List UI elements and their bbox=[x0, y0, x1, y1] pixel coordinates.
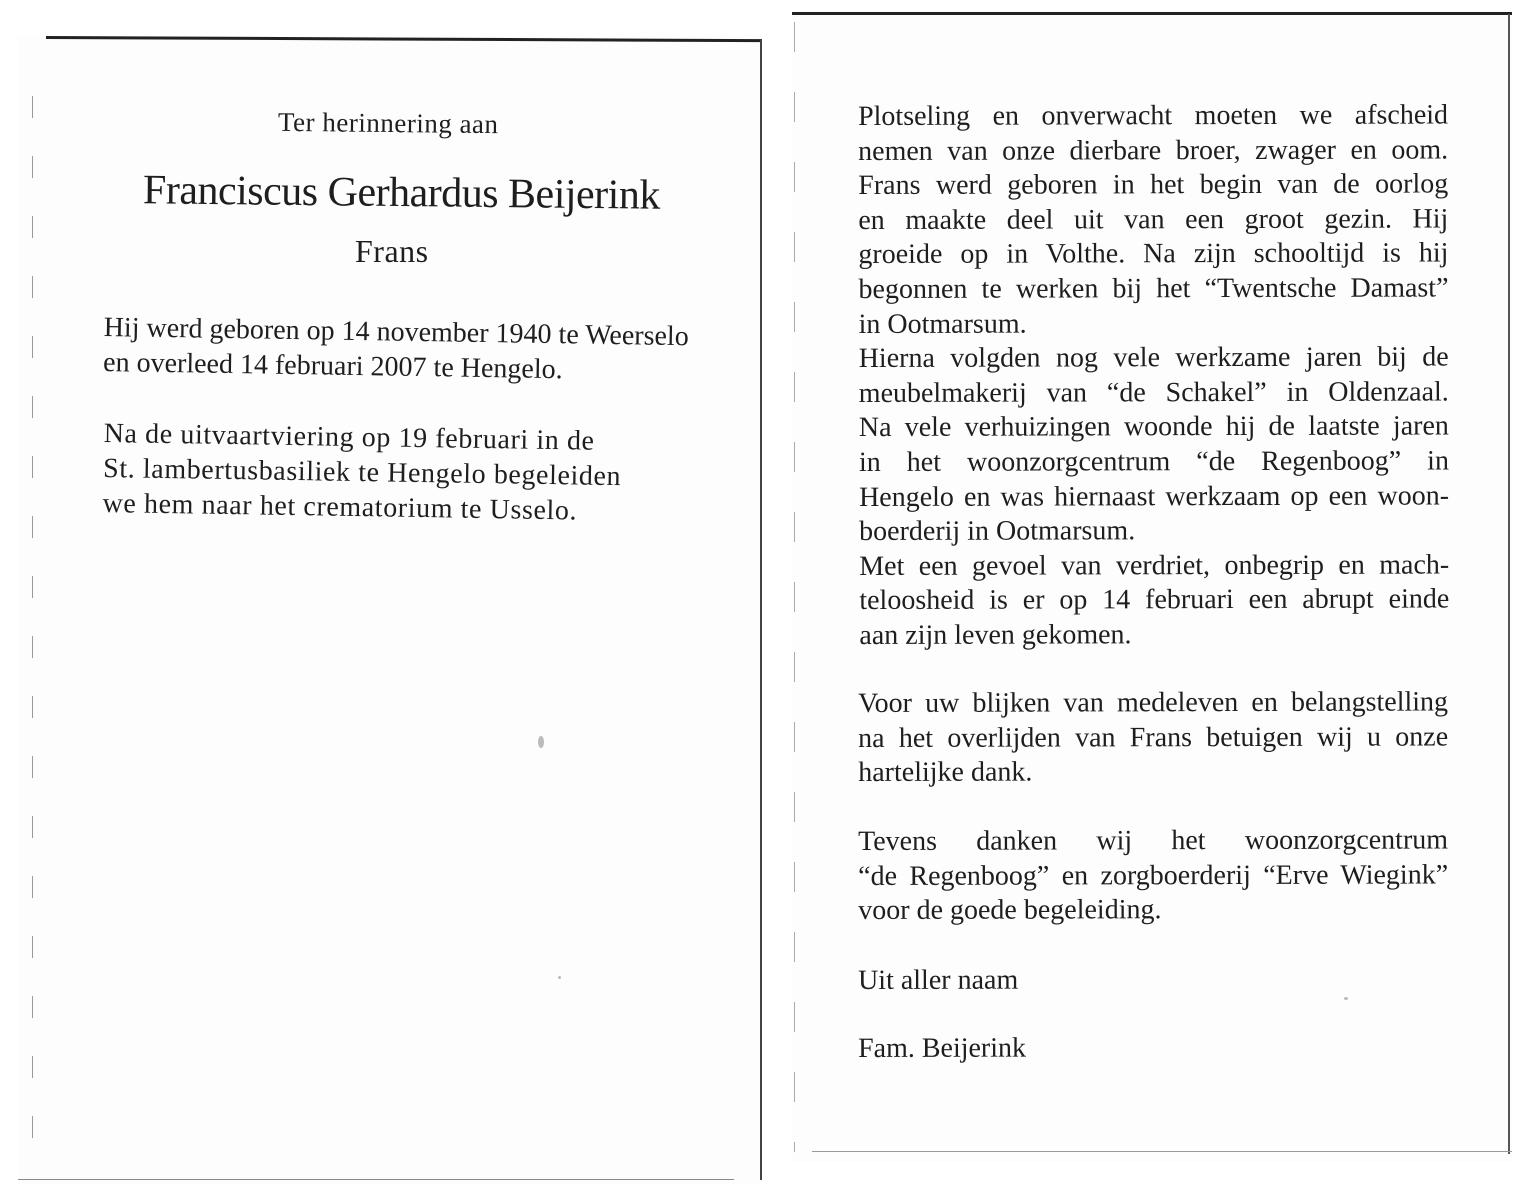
memorial-card-back bbox=[792, 12, 1512, 1162]
signature-text: Fam. Beijerink bbox=[858, 1032, 1027, 1064]
closing-text: Uit aller naam bbox=[858, 964, 1019, 996]
signature-line bbox=[858, 1030, 1448, 1066]
thanks-paragraph bbox=[858, 685, 1448, 790]
card-top-edge bbox=[792, 12, 1512, 15]
card-bottom-edge bbox=[812, 1151, 1512, 1152]
paragraph-line: aan zijn leven gekomen. bbox=[859, 619, 1132, 651]
card-top-edge bbox=[46, 36, 762, 42]
paragraph-line: in het woonzorgcentrum “de Regenboog” in bbox=[858, 445, 1449, 478]
paragraph-line: Plotseling en onverwacht moeten we afscheid bbox=[858, 99, 1449, 132]
paragraph-line: in Ootmarsum. bbox=[858, 308, 1027, 340]
card-bottom-edge bbox=[18, 1179, 734, 1180]
paragraph-line: groeide op in Volthe. Na zijn schooltijd is hij bbox=[858, 237, 1449, 271]
paper-speck bbox=[558, 976, 561, 979]
paragraph-line: boerderij in Ootmarsum. bbox=[859, 515, 1136, 548]
memorial-card-front bbox=[18, 36, 762, 1184]
paper-speck bbox=[1344, 997, 1348, 1000]
second-thanks-paragraph bbox=[858, 823, 1448, 928]
paragraph-line: “de Regenboog” en zorgboerderij “Erve Wiegink” bbox=[858, 859, 1449, 892]
paragraph-line: Hij werd geboren op 14 november 1940 te Weerselo bbox=[103, 311, 689, 353]
paragraph-line: en overleed 14 februari 2007 te Hengelo. bbox=[102, 346, 563, 386]
paragraph-line: Na de uitvaartviering op 19 februari in de bbox=[103, 417, 595, 457]
intro-text: Ter herinnering aan bbox=[277, 106, 499, 140]
paragraph-line: voor de goede begeleiding. bbox=[858, 894, 1162, 927]
funeral-paragraph bbox=[102, 416, 704, 530]
deceased-nickname: Frans bbox=[355, 233, 429, 269]
paragraph-line: begonnen te werken bij het “Twentsche Damast” bbox=[858, 272, 1449, 305]
paper-speck bbox=[538, 736, 544, 748]
paragraph-line: Met een gevoel van verdriet, onbegrip en mach- bbox=[859, 549, 1450, 582]
paragraph-line: Voor uw blijken van medeleven en belangstelling bbox=[858, 686, 1449, 719]
birth-death-paragraph bbox=[103, 310, 704, 389]
obituary-paragraph bbox=[858, 98, 1449, 653]
paragraph-line: hartelijke dank. bbox=[858, 756, 1033, 789]
paragraph-line: na het overlijden van Frans betuigen wij u onze bbox=[858, 721, 1449, 754]
paragraph-line: Hengelo en was hiernaast werkzaam op een woon- bbox=[858, 479, 1450, 513]
deceased-full-name: Franciscus Gerhardus Beijerink bbox=[142, 167, 661, 219]
paragraph-line: Frans werd geboren in het begin van de oorlog bbox=[858, 168, 1449, 202]
paragraph-line: Na vele verhuizingen woonde hij de laatste jaren bbox=[858, 410, 1449, 444]
paragraph-line: nemen van onze dierbare broer, zwager en oom. bbox=[858, 134, 1449, 167]
paragraph-line: we hem naar het crematorium te Usselo. bbox=[102, 487, 578, 527]
paragraph-line: meubelmakerij van “de Schakel” in Oldenzaal. bbox=[858, 376, 1449, 409]
paragraph-line: Tevens danken wij het woonzorgcentrum bbox=[858, 824, 1449, 857]
paragraph-line: Hierna volgden nog vele werkzame jaren bij de bbox=[858, 341, 1449, 375]
card-right-edge bbox=[1508, 14, 1510, 1154]
card-left-edge bbox=[794, 22, 795, 1152]
paragraph-line: St. lambertusbasiliek te Hengelo begeleiden bbox=[102, 452, 622, 493]
closing-line bbox=[858, 962, 1448, 998]
paragraph-line: en maakte deel uit van een groot gezin. Hij bbox=[858, 203, 1449, 236]
paragraph-line: teloosheid is er op 14 februari een abrupt einde bbox=[859, 583, 1450, 617]
card-left-edge bbox=[32, 96, 33, 1176]
card-right-edge bbox=[760, 40, 762, 1180]
